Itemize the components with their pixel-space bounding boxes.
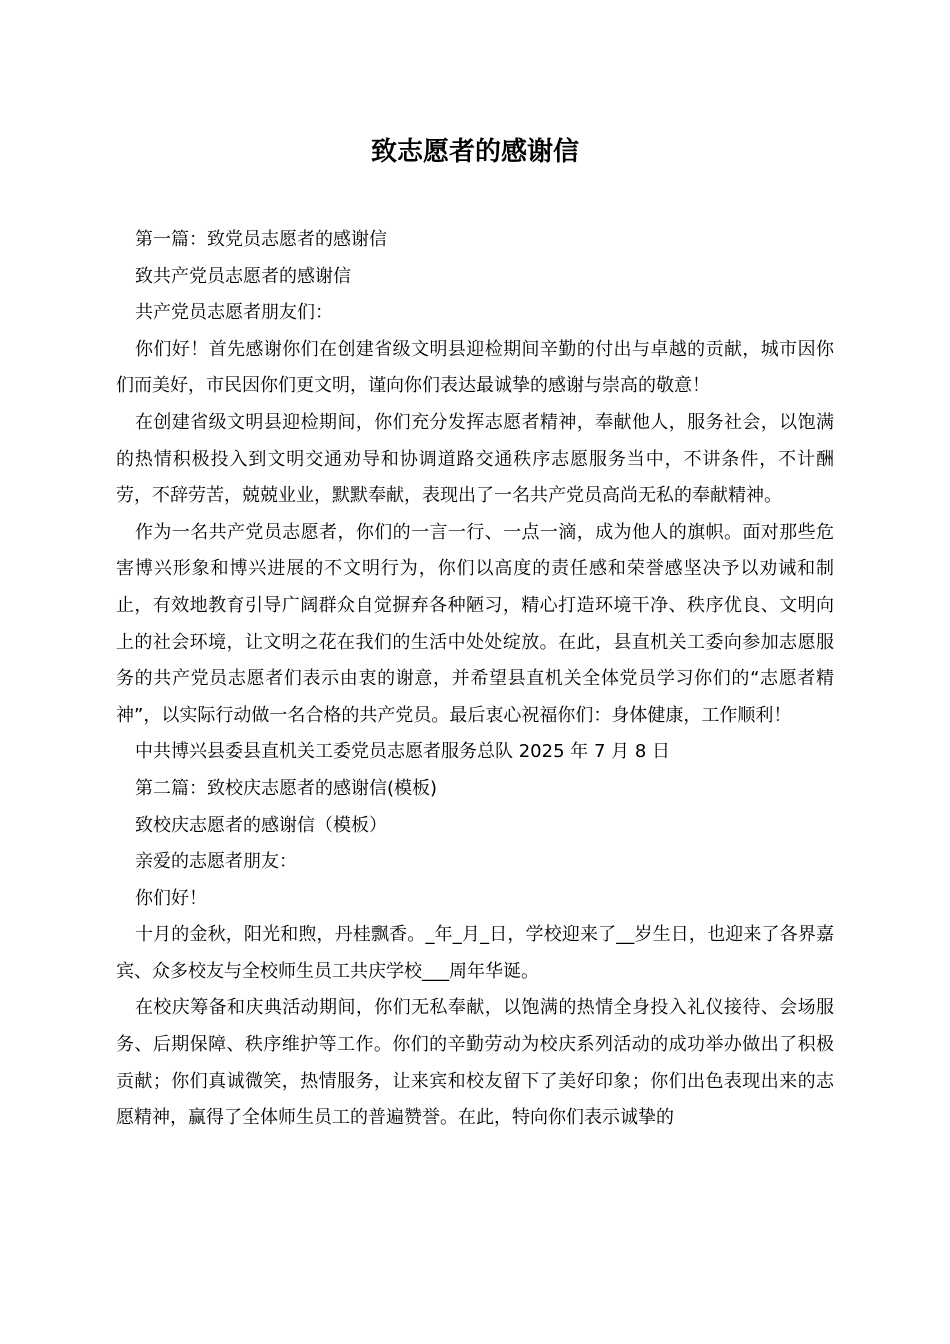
paragraph: 第二篇：致校庆志愿者的感谢信(模板) xyxy=(135,777,438,799)
paragraph: 致校庆志愿者的感谢信（模板） xyxy=(135,814,387,836)
document-body xyxy=(116,222,834,1137)
paragraph: 你们好！ xyxy=(135,887,207,909)
paragraph: 中共博兴县委县直机关工委党员志愿者服务总队 2025 年 7 月 8 日 xyxy=(135,741,671,763)
paragraph: 致共产党员志愿者的感谢信 xyxy=(135,265,351,287)
paragraph: 第一篇：致党员志愿者的感谢信 xyxy=(135,229,387,250)
paragraph: 在校庆筹备和庆典活动期间，你们无私奉献，以饱满的热情全身投入礼仪接待、会场服务、后期保障、秩序维护等工作。你们的辛勤劳动为校庆系列活动的成功举办做出了积极贡献；你们真诚微笑，热情服务，让来宾和校友留下了美好印象；你们出色表现出来的志愿精神，赢得了全体师生员工的普遍赞誉。在此，特向你们表示诚挚的 xyxy=(116,997,834,1129)
paragraph: 你们好！首先感谢你们在创建省级文明县迎检期间辛勤的付出与卓越的贡献，城市因你们而美好，市民因你们更文明，谨向你们表达最诚挚的感谢与崇高的敬意！ xyxy=(116,338,834,397)
paragraph: 作为一名共产党员志愿者，你们的一言一行、一点一滴，成为他人的旗帜。面对那些危害博兴形象和博兴进展的不文明行为，你们以高度的责任感和荣誉感坚决予以劝诫和制止，有效地教育引导广阔群众自觉摒弃各种陋习，精心打造环境干净、秩序优良、文明向上的社会环境，让文明之花在我们的生活中处处绽放。在此，县直机关工委向参加志愿服务的共产党员志愿者们表示由衷的谢意，并希望县直机关全体党员学习你们的“志愿者精神”，以实际行动做一名合格的共产党员。最后衷心祝福你们：身体健康，工作顺利！ xyxy=(116,521,834,726)
paragraph: 十月的金秋，阳光和煦，丹桂飘香。_年_月_日，学校迎来了__岁生日，也迎来了各界嘉宾、众多校友与全校师生员工共庆学校___周年华诞。 xyxy=(116,924,834,982)
paragraph: 亲爱的志愿者朋友： xyxy=(135,851,297,873)
paragraph: 在创建省级文明县迎检期间，你们充分发挥志愿者精神，奉献他人，服务社会，以饱满的热情积极投入到文明交通劝导和协调道路交通秩序志愿服务当中，不讲条件，不计酬劳，不辞劳苦，兢兢业业，默默奉献，表现出了一名共产党员高尚无私的奉献精神。 xyxy=(116,411,834,507)
document-title: 致志愿者的感谢信 xyxy=(370,137,579,167)
paragraph: 共产党员志愿者朋友们： xyxy=(135,302,333,324)
